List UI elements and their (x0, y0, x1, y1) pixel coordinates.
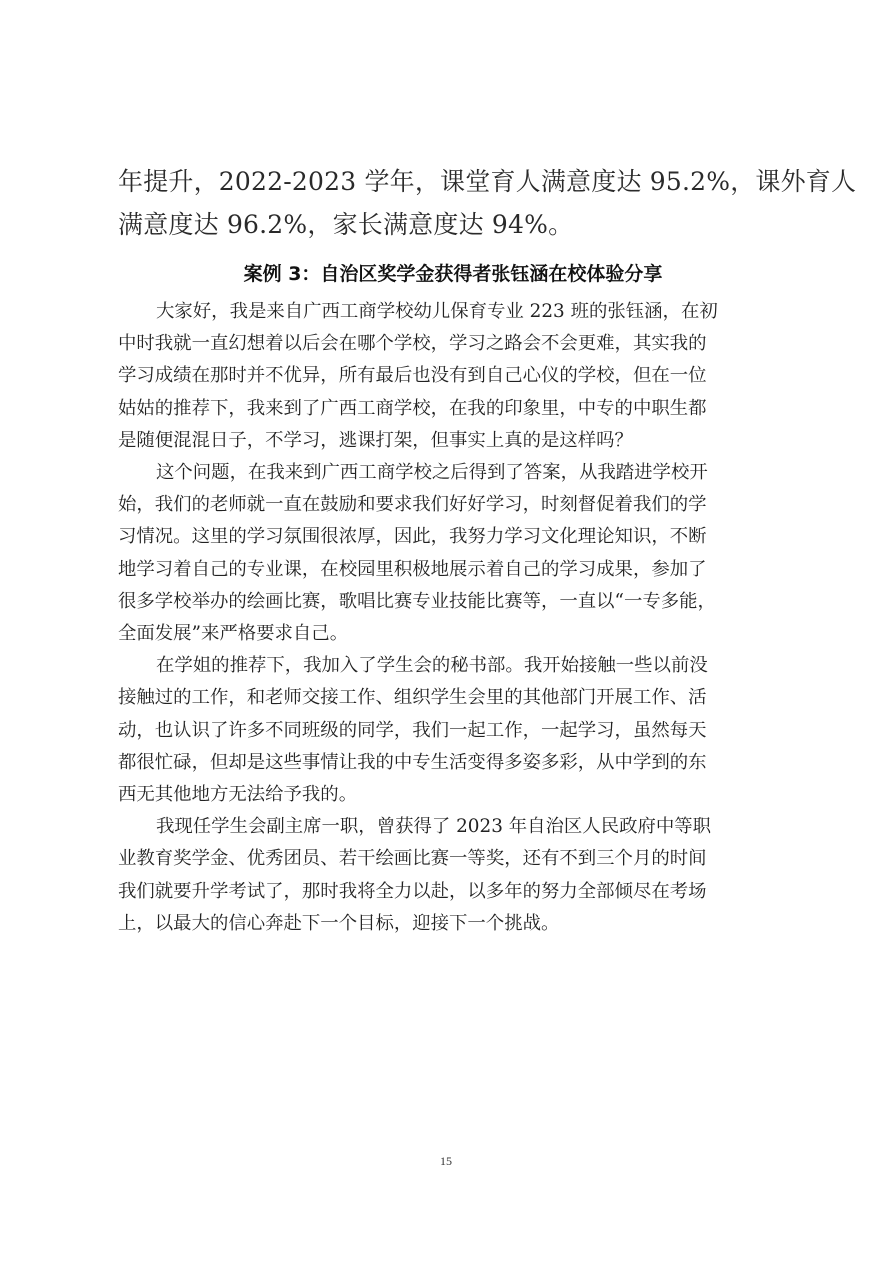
paragraph-line: 接触过的工作，和老师交接工作、组织学生会里的其他部门开展工作、活 (118, 687, 707, 709)
paragraph-line: 我现任学生会副主席一职，曾获得了 2023 年自治区人民政府中等职 (156, 816, 712, 838)
paragraph-line: 这个问题，在我来到广西工商学校之后得到了答案，从我踏进学校开 (156, 462, 708, 484)
paragraph-2 (118, 457, 784, 650)
paragraph-line: 习情况。这里的学习氛围很浓厚，因此，我努力学习文化理论知识，不断 (118, 526, 707, 548)
paragraph-3 (118, 650, 784, 811)
intro-line-2: 满意度达 96.2%，家长满意度达 94%。 (118, 210, 574, 239)
case-title: 案例 3：自治区奖学金获得者张钰涵在校体验分享 (243, 263, 663, 285)
paragraph-line: 都很忙碌，但却是这些事情让我的中专生活变得多姿多彩，从中学到的东 (118, 751, 707, 773)
paragraph-line: 大家好，我是来自广西工商学校幼儿保育专业 223 班的张钰涵，在初 (156, 301, 718, 322)
paragraph-line: 在学姐的推荐下，我加入了学生会的秘书部。我开始接触一些以前没 (156, 655, 708, 677)
paragraph-line: 中时我就一直幻想着以后会在哪个学校，学习之路会不会更难，其实我的 (118, 333, 707, 355)
paragraph-line: 业教育奖学金、优秀团员、若干绘画比赛一等奖，还有不到三个月的时间 (118, 848, 707, 870)
paragraph-line: 动，也认识了许多不同班级的同学，我们一起工作，一起学习，虽然每天 (118, 719, 707, 741)
paragraph-line: 上，以最大的信心奔赴下一个目标，迎接下一个挑战。 (118, 912, 560, 934)
paragraph-line: 我们就要升学考试了，那时我将全力以赴，以多年的努力全部倾尽在考场 (118, 880, 707, 902)
intro-line-1: 年提升，2022-2023 学年，课堂育人满意度达 95.2%，课外育人 (118, 167, 857, 196)
paragraph-line: 始，我们的老师就一直在鼓励和要求我们好好学习，时刻督促着我们的学 (118, 494, 707, 516)
paragraph-4 (118, 811, 784, 940)
paragraph-line: 学习成绩在那时并不优异，所有最后也没有到自己心仪的学校，但在一位 (118, 365, 707, 387)
paragraph-line: 很多学校举办的绘画比赛，歌唱比赛专业技能比赛等，一直以“一专多能， (118, 590, 716, 612)
paragraph-line: 全面发展”来严格要求自己。 (118, 623, 349, 645)
page-number: 15 (440, 1154, 452, 1168)
paragraph-1 (118, 296, 784, 457)
intro-paragraph (118, 160, 857, 246)
paragraph-line: 姑姑的推荐下，我来到了广西工商学校，在我的印象里，中专的中职生都 (118, 397, 707, 419)
case-body (118, 296, 784, 940)
paragraph-line: 是随便混混日子，不学习，逃课打架，但事实上真的是这样吗？ (118, 429, 633, 451)
paragraph-line: 地学习着自己的专业课，在校园里积极地展示着自己的学习成果，参加了 (118, 558, 707, 580)
paragraph-line: 西无其他地方无法给予我的。 (118, 784, 358, 806)
